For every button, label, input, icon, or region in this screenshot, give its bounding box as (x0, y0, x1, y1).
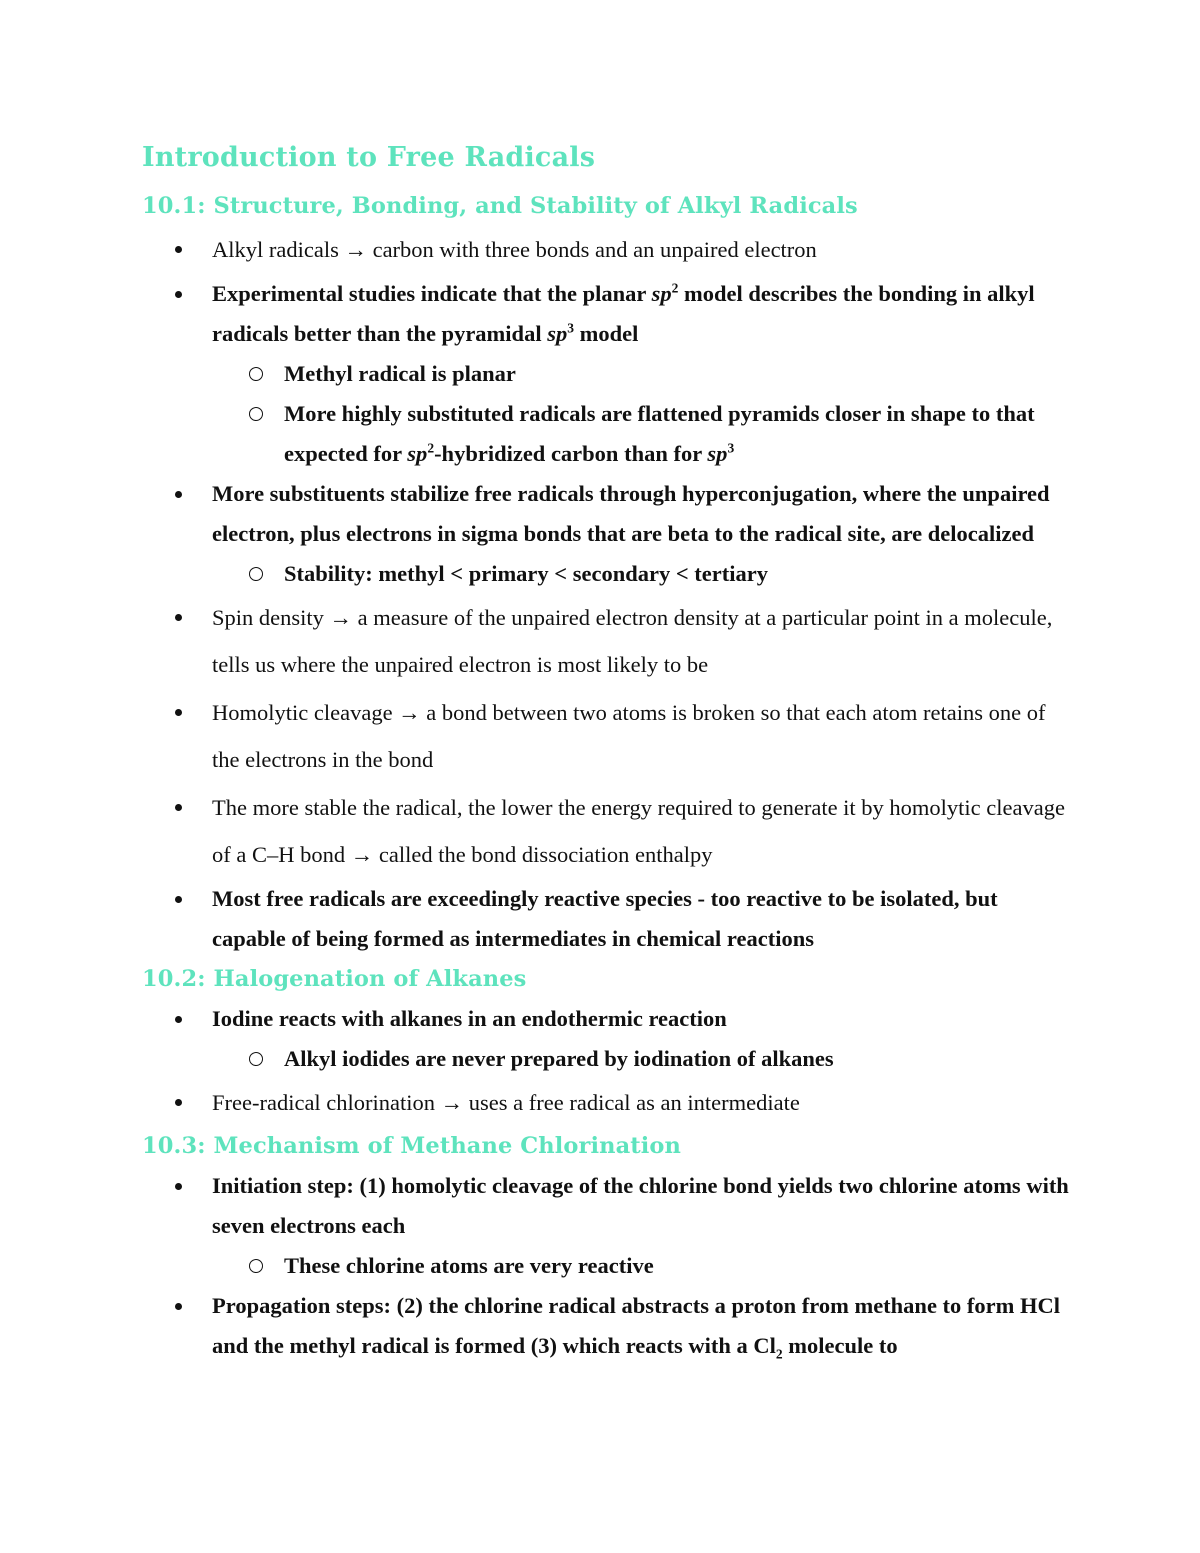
page-title: Introduction to Free Radicals (142, 142, 596, 173)
list-item-text: model (573, 320, 639, 346)
bullet-dot-icon (175, 1016, 182, 1023)
bullet-dot-icon (175, 246, 182, 253)
list-item-text: Iodine reacts with alkanes in an endothermic reaction (212, 1005, 727, 1031)
sub-item-text: -hybridized carbon than for (434, 440, 708, 466)
sub-list-item (212, 1039, 1072, 1079)
list-item-text: Propagation steps: (2) the chlorine radical abstracts a proton from methane to form HCl and the methyl radical is formed (3) which reacts with a Cl (212, 1293, 1061, 1358)
list-item-text: Free-radical chlorination → uses a free radical as an intermediate (212, 1089, 800, 1115)
bullet-dot-icon (175, 614, 182, 621)
bullet-dot-icon (175, 291, 182, 298)
list-item-text: More substituents stabilize free radicals through hyperconjugation, where the unpaired electron, plus electrons in sigma bonds that are beta to the radical site, are delocalized (212, 480, 1050, 546)
list-item (142, 999, 1072, 1079)
sub-item-text: These chlorine atoms are very reactive (284, 1253, 654, 1278)
sub-item-text: More highly substituted radicals are flattened pyramids closer in shape to that expected for (284, 400, 1035, 466)
list-item-text: Spin density → a measure of the unpaired electron density at a particular point in a molecule, tells us where the unpaired electron is most likely to be (212, 604, 1053, 677)
list-item-text: Alkyl radicals → carbon with three bonds and an unpaired electron (212, 237, 817, 262)
bullet-dot-icon (175, 709, 182, 716)
bullet-circle-icon (249, 1259, 263, 1273)
sub-list-item (212, 394, 1072, 474)
sub-list (212, 354, 1072, 474)
section-heading-10-1: 10.1: Structure, Bonding, and Stability of Alkyl Radicals (142, 193, 858, 219)
sp-label: sp (651, 280, 672, 306)
bullet-circle-icon (249, 407, 263, 421)
bullet-list-10-2 (142, 999, 1072, 1127)
sub-list (212, 554, 1072, 594)
list-item-text: molecule to (782, 1333, 898, 1358)
section-heading-10-3: 10.3: Mechanism of Methane Chlorination (142, 1133, 681, 1159)
list-item (142, 474, 1072, 594)
list-item-text: model describes the bonding in alkyl radicals better than the pyramidal (212, 280, 1035, 346)
sp-label: sp (707, 440, 728, 466)
sub-list-item (212, 354, 1072, 394)
list-item-text: The more stable the radical, the lower the energy required to generate it by homolytic cleavage of a C–H bond → called the bond dissociation enthalpy (212, 794, 1065, 867)
list-item (142, 689, 1072, 784)
bullet-dot-icon (175, 1303, 182, 1310)
bullet-list-10-1 (142, 226, 1072, 959)
bullet-dot-icon (175, 1099, 182, 1106)
subscript: 2 (775, 1346, 783, 1362)
sub-item-text: Alkyl iodides are never prepared by iodination of alkanes (284, 1045, 834, 1071)
sub-list (212, 1039, 1072, 1079)
list-item (142, 784, 1072, 879)
bullet-dot-icon (175, 896, 182, 903)
sub-list-item (212, 1246, 1072, 1286)
bullet-circle-icon (249, 1052, 263, 1066)
bullet-dot-icon (175, 1183, 182, 1190)
sp-label: sp (547, 320, 568, 346)
superscript: 3 (567, 320, 574, 335)
superscript: 2 (671, 280, 679, 295)
list-item (142, 226, 1072, 274)
sp-label: sp (407, 440, 428, 466)
bullet-dot-icon (175, 491, 182, 498)
list-item-text: Most free radicals are exceedingly reactive species - too reactive to be isolated, but capable of being formed as intermediates in chemical reactions (212, 885, 998, 951)
list-item (142, 879, 1072, 959)
list-item (142, 274, 1072, 474)
list-item-text: Experimental studies indicate that the planar (212, 280, 652, 306)
list-item (142, 1166, 1072, 1286)
list-item-text: Initiation step: (1) homolytic cleavage of the chlorine bond yields two chlorine atoms with seven electrons each (212, 1173, 1069, 1238)
list-item-text: Homolytic cleavage → a bond between two atoms is broken so that each atom retains one of the electrons in the bond (212, 699, 1046, 772)
list-item (142, 1079, 1072, 1127)
document-page (142, 138, 1072, 1366)
superscript: 2 (427, 440, 435, 455)
sub-list-item (212, 554, 1072, 594)
sub-list (212, 1246, 1072, 1286)
sub-item-text: Methyl radical is planar (284, 360, 516, 386)
section-heading-10-2: 10.2: Halogenation of Alkanes (142, 965, 527, 992)
superscript: 3 (727, 440, 735, 455)
bullet-dot-icon (175, 804, 182, 811)
list-item (142, 1286, 1072, 1366)
list-item (142, 594, 1072, 689)
bullet-circle-icon (249, 567, 263, 581)
sub-item-text: Stability: methyl < primary < secondary < tertiary (284, 560, 769, 586)
bullet-circle-icon (249, 367, 263, 381)
bullet-list-10-3 (142, 1166, 1072, 1366)
